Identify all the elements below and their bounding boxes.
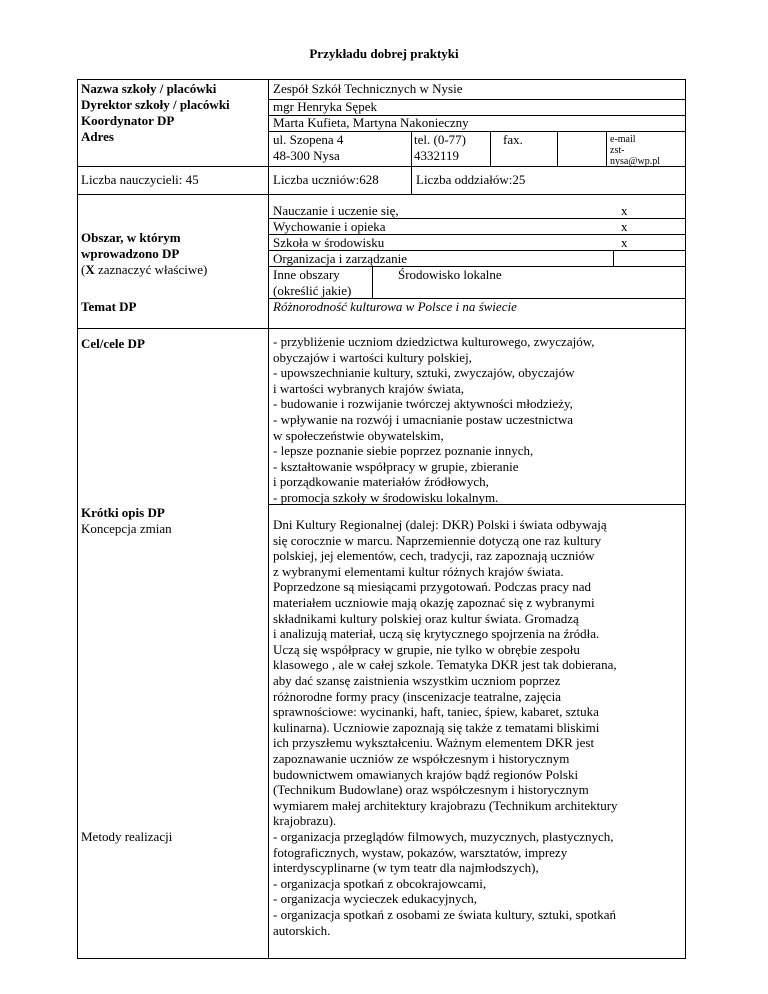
goals-label: Cel/cele DP <box>81 336 145 351</box>
method-line: autorskich. <box>273 922 331 938</box>
concept-line: i analizują materiał, uczą się krytycznego spojrzenia na źródła. <box>273 626 600 642</box>
concept-line: krajobrazu). <box>273 813 337 829</box>
method-line: - organizacja przeglądów filmowych, muzycznych, plastycznych, <box>273 829 614 844</box>
school-name: Zespół Szkół Technicznych w Nysie <box>273 81 463 96</box>
concept-text <box>273 517 618 829</box>
goal-line: - upowszechnianie kultury, sztuki, zwyczajów, obyczajów <box>273 365 575 381</box>
area-label-line3: (X zaznaczyć właściwe) <box>81 262 208 277</box>
area-label-line2: wprowadzono DP <box>81 246 180 261</box>
area-item-teaching-mark: x <box>621 203 628 218</box>
area-item-management: Organizacja i zarządzanie <box>273 251 407 266</box>
document-title: Przykładu dobrej praktyki <box>309 46 459 61</box>
area-item-teaching: Nauczanie i uczenie się, <box>273 203 399 218</box>
area-item-community-mark: x <box>621 235 628 250</box>
concept-line: sprawnościowe: wycinanki, haft, taniec, śpiew, kabaret, sztuka <box>273 704 599 720</box>
concept-line: budownictwem omawianych krajów bądź regionów Polski <box>273 766 579 782</box>
goal-line: i wartości wybranych krajów świata, <box>273 380 464 396</box>
label-director: Dyrektor szkoły / placówki <box>81 97 230 112</box>
concept-line: Poprzedzone są miesiącami przygotowań. Podczas pracy nad <box>273 579 592 595</box>
area-other-label-line2: (określić jakie) <box>273 283 352 298</box>
goal-line: - budowanie i rozwijanie twórczej aktywności młodzieży, <box>273 396 573 412</box>
methods-label: Metody realizacji <box>81 829 173 844</box>
concept-line: ich przyszłemu wykształceniu. Ważnym elementem DKR jest <box>273 735 595 751</box>
concept-line: klasowego , ale w całej szkole. Tematyka DKR jest tak dobierana, <box>273 657 617 673</box>
area-item-upbringing: Wychowanie i opieka <box>273 219 386 234</box>
email-line1: zst- <box>610 145 625 156</box>
method-line: fotograficznych, wystaw, pokazów, warsztatów, imprezy <box>273 844 568 860</box>
topic-value: Różnorodność kulturowa w Polsce i na świecie <box>273 299 517 314</box>
director-name: mgr Henryka Sępek <box>273 99 377 114</box>
concept-label: Koncepcja zmian <box>81 521 172 536</box>
fax-label: fax. <box>503 132 523 147</box>
goal-line: - lepsze poznanie siebie poprzez poznanie innych, <box>273 443 534 459</box>
address-street: ul. Szopena 4 <box>273 132 344 147</box>
concept-line: Uczą się współpracy w grupie, nie tylko w obrębie zespołu <box>273 641 580 657</box>
label-coordinator: Koordynator DP <box>81 113 175 128</box>
methods-text <box>273 829 616 938</box>
concept-line: wymiarem małej architektury krajobrazu (Technikum architektury <box>273 797 618 813</box>
tel-number: 4332119 <box>414 148 460 163</box>
classes-count: Liczba oddziałów:25 <box>416 172 526 187</box>
topic-label: Temat DP <box>81 299 137 314</box>
area-item-upbringing-mark: x <box>621 219 628 234</box>
concept-line: zapoznawanie uczniów ze współczesnym i historycznym <box>273 750 570 766</box>
concept-line: kulinarna). Uczniowie zapoznają się także z tematami bliskimi <box>273 719 600 735</box>
goal-line: - wpływanie na rozwój i umacnianie postaw uczestnictwa <box>273 411 573 427</box>
goal-line: - promocja szkoły w środowisku lokalnym. <box>273 489 499 505</box>
method-line: interdyscyplinarne (w tym teatr dla najmłodszych), <box>273 860 539 876</box>
concept-line: (Technikum Budowlane) oraz współczesnym i historycznym <box>273 782 589 798</box>
goal-line: - kształtowanie współpracy w grupie, zbieranie <box>273 458 519 474</box>
concept-line: Dni Kultury Regionalnej (dalej: DKR) Polski i świata odbywają <box>273 517 607 532</box>
concept-line: różnorodne formy pracy (inscenizacje teatralne, zajęcia <box>273 688 561 704</box>
concept-line: się corocznie w marcu. Naprzemiennie dotyczą one raz kultury <box>273 532 602 548</box>
goal-line: i porządkowanie materiałów źródłowych, <box>273 474 489 490</box>
method-line: - organizacja spotkań z obcokrajowcami, <box>273 875 487 891</box>
method-line: - organizacja spotkań z osobami ze świata kultury, sztuki, spotkań <box>273 906 616 922</box>
coordinator-names: Marta Kufieta, Martyna Nakonieczny <box>273 115 469 130</box>
goal-line: w społeczeństwie obywatelskim, <box>273 427 444 443</box>
concept-line: polskiej, jej elementów, cech, tradycji, raz zapoznają uczniów <box>273 548 595 564</box>
area-other-label-line1: Inne obszary <box>273 267 340 282</box>
goal-line: - przybliżenie uczniom dziedzictwa kulturowego, zwyczajów, <box>273 334 595 349</box>
teachers-count: Liczba nauczycieli: 45 <box>81 172 199 187</box>
address-city: 48-300 Nysa <box>273 148 340 163</box>
method-line: - organizacja wycieczek edukacyjnych, <box>273 891 478 907</box>
area-other-value: Środowisko lokalne <box>398 267 502 282</box>
description-label: Krótki opis DP <box>81 505 165 520</box>
tel-label: tel. (0-77) <box>414 132 466 147</box>
label-school-name: Nazwa szkoły / placówki <box>81 81 217 96</box>
concept-line: materiałem uczniowie mają okazję zapoznać się z wybranymi <box>273 594 595 610</box>
email-line2: nysa@wp.pl <box>610 156 661 167</box>
label-address: Adres <box>81 129 114 144</box>
concept-line: aby dać szansę zaistnienia wszystkim uczniom poprzez <box>273 672 561 688</box>
students-count: Liczba uczniów:628 <box>273 172 379 187</box>
area-label-line1: Obszar, w którym <box>81 230 181 245</box>
goals-list <box>273 334 595 506</box>
goal-line: obyczajów i wartości kultury polskiej, <box>273 349 472 365</box>
area-item-community: Szkoła w środowisku <box>273 235 385 250</box>
concept-line: składnikami kultury polskiej oraz kultur świata. Gromadzą <box>273 610 579 626</box>
concept-line: z wybranymi elementami kultur różnych krajów świata. <box>273 563 564 579</box>
email-label: e-mail <box>610 134 636 145</box>
